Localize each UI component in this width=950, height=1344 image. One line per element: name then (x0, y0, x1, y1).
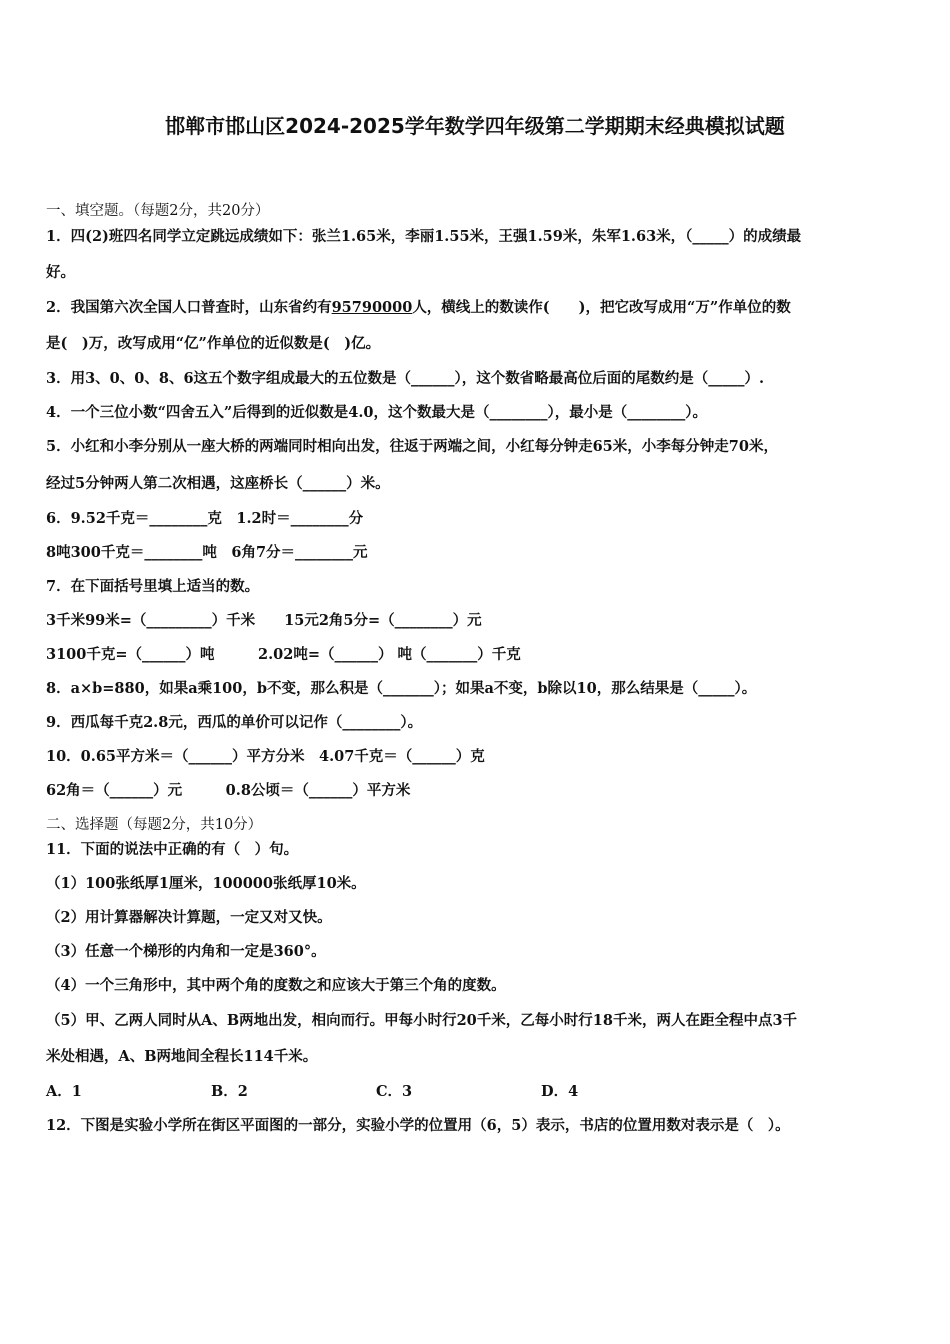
question-1-line-2: 好。 (46, 264, 75, 281)
question-11-statement-2: （2）用计算器解决计算题，一定又对又快。 (46, 909, 332, 926)
option-b[interactable]: B．2 (211, 1083, 248, 1100)
question-3: 3．用3、0、0、8、6这五个数字组成最大的五位数是（______），这个数省略最高位后面的尾数约是（_____）. (46, 370, 765, 387)
question-11-statement-5-line-2: 米处相遇，A、B两地间全程长114千米。 (46, 1048, 318, 1065)
question-2-text-a: 2．我国第六次全国人口普查时，山东省约有 (46, 299, 332, 316)
section-heading-choice: 二、选择题（每题2分，共10分） (46, 817, 263, 833)
question-12: 12．下图是实验小学所在街区平面图的一部分，实验小学的位置用（6，5）表示，书店的位置用数对表示是（ ）。 (46, 1117, 790, 1134)
question-11-statement-4: （4）一个三角形中，其中两个角的度数之和应该大于第三个角的度数。 (46, 977, 506, 994)
question-7-line-3: 3100千克=（______）吨 2.02吨=（______） 吨（_______）千克 (46, 646, 521, 663)
question-7-line-2: 3千米99米=（_________）千米 15元2角5分=（________）元 (46, 612, 482, 629)
option-c[interactable]: C．3 (376, 1083, 413, 1100)
question-11-statement-1: （1）100张纸厚1厘米，100000张纸厚10米。 (46, 875, 366, 892)
question-7-line-1: 7．在下面括号里填上适当的数。 (46, 578, 260, 595)
question-4: 4．一个三位小数“四舍五入”后得到的近似数是4.0，这个数最大是（________），最小是（________）。 (46, 404, 707, 421)
question-1-line-1: 1．四(2)班四名同学立定跳远成绩如下：张兰1.65米，李丽1.55米，王强1.59米，朱军1.63米，（_____）的成绩最 (46, 228, 802, 245)
question-10-line-2: 62角＝（______）元 0.8公顷＝（______）平方米 (46, 782, 411, 799)
question-6-line-2: 8吨300千克＝________吨 6角7分＝________元 (46, 544, 368, 561)
question-9: 9．西瓜每千克2.8元，西瓜的单价可以记作（________）。 (46, 714, 423, 731)
question-8: 8．a×b=880，如果a乘100，b不变，那么积是（_______）；如果a不变，b除以10，那么结果是（_____）。 (46, 680, 757, 697)
question-11-statement-5-line-1: （5）甲、乙两人同时从A、B两地出发，相向而行。甲每小时行20千米，乙每小时行18千米，两人在距全程中点3千 (46, 1012, 798, 1029)
question-11-stem: 11．下面的说法中正确的有（ ）句。 (46, 841, 299, 858)
question-2-line-1 (46, 298, 916, 318)
page-title: 邯郸市邯山区2024-2025学年数学四年级第二学期期末经典模拟试题 (165, 114, 785, 138)
question-2-text-b: 人，横线上的数读作( )，把它改写成用“万”作单位的数 (412, 299, 791, 316)
question-6-line-1: 6．9.52千克＝________克 1.2时＝________分 (46, 510, 364, 527)
question-5-line-2: 经过5分钟两人第二次相遇，这座桥长（______）米。 (46, 475, 390, 492)
option-d[interactable]: D．4 (541, 1083, 579, 1100)
question-11-options (46, 1082, 916, 1102)
question-5-line-1: 5．小红和小李分别从一座大桥的两端同时相向出发，往返于两端之间，小红每分钟走65米，小李每分钟走70米， (46, 438, 778, 455)
option-a[interactable]: A．1 (46, 1083, 82, 1100)
question-11-statement-3: （3）任意一个梯形的内角和一定是360°。 (46, 943, 326, 960)
question-2-line-2: 是( )万，改写成用“亿”作单位的近似数是( )亿。 (46, 335, 381, 352)
question-2-underlined-number: 95790000 (331, 299, 413, 316)
question-10-line-1: 10．0.65平方米＝（______）平方分米 4.07千克＝（______）克 (46, 748, 485, 765)
section-heading-fill-blank: 一、填空题。（每题2分，共20分） (46, 203, 270, 219)
